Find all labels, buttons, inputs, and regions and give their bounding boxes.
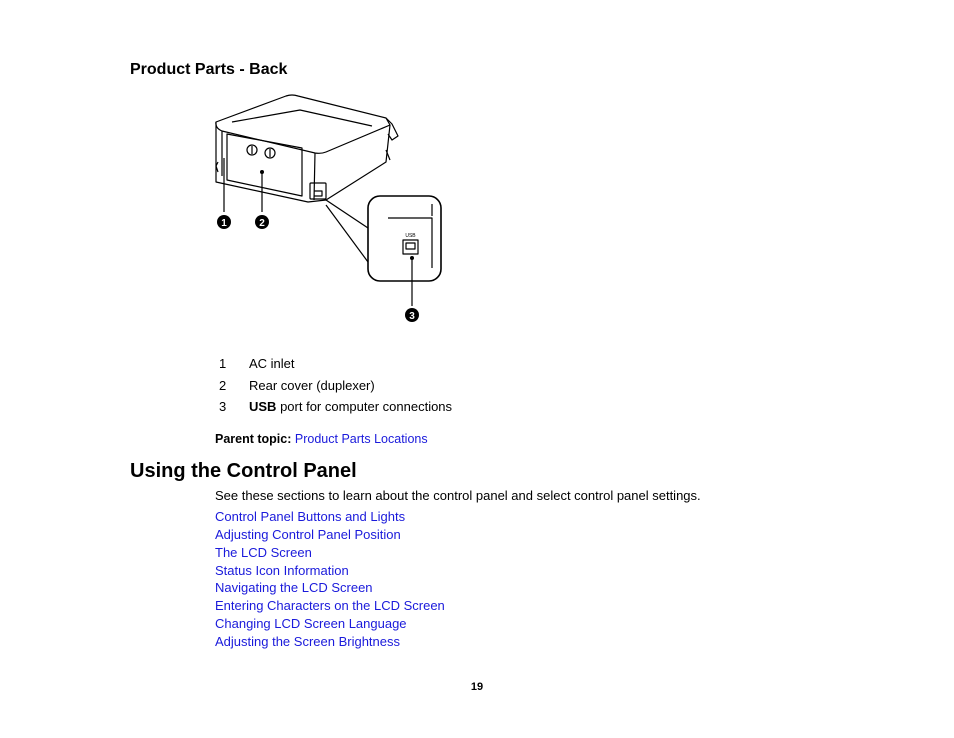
link-control-panel-buttons-and-lights[interactable]: Control Panel Buttons and Lights <box>215 509 406 524</box>
callout-3 <box>405 308 419 322</box>
link-adjusting-control-panel-position[interactable]: Adjusting Control Panel Position <box>215 526 401 542</box>
link-changing-lcd-language[interactable]: Changing LCD Screen Language <box>215 616 407 632</box>
list-item <box>215 509 445 527</box>
link-adjusting-screen-brightness[interactable]: Adjusting the Screen Brightness <box>215 633 400 649</box>
part-description: USB port for computer connections <box>249 399 453 415</box>
link-the-lcd-screen[interactable]: The LCD Screen <box>215 544 312 560</box>
link-status-icon-information[interactable]: Status Icon Information <box>215 562 349 578</box>
part-number: 1 <box>219 356 227 371</box>
section-heading-using-control-panel: Using the Control Panel <box>130 460 357 482</box>
callout-1 <box>217 215 231 229</box>
list-item <box>215 563 445 581</box>
callout-2 <box>255 215 269 229</box>
part-number: 3 <box>219 399 227 415</box>
part-number: 2 <box>219 377 227 393</box>
intro-paragraph: See these sections to learn about the control panel and select control panel settings. <box>215 488 701 503</box>
list-item <box>215 527 445 545</box>
parent-topic <box>215 432 428 446</box>
svg-text:3: 3 <box>409 311 415 322</box>
printer-back-illustration <box>212 90 448 330</box>
link-navigating-the-lcd-screen[interactable]: Navigating the LCD Screen <box>215 580 373 596</box>
section-heading-product-parts-back: Product Parts - Back <box>130 61 288 78</box>
svg-text:1: 1 <box>221 218 227 229</box>
list-item <box>215 598 445 616</box>
list-item <box>215 580 445 598</box>
parent-topic-link[interactable]: Product Parts Locations <box>294 432 428 446</box>
usb-label: USB <box>405 233 416 239</box>
list-item <box>215 634 445 652</box>
link-entering-characters[interactable]: Entering Characters on the LCD Screen <box>215 598 445 614</box>
part-description: AC inlet <box>249 356 295 371</box>
list-item <box>215 616 445 634</box>
page-number: 19 <box>470 681 484 693</box>
topic-links-list <box>215 509 445 652</box>
part-description: Rear cover (duplexer) <box>249 377 375 393</box>
svg-text:2: 2 <box>259 218 265 229</box>
printer-body <box>216 122 390 202</box>
list-item <box>215 545 445 563</box>
parent-topic-label: Parent topic: <box>215 432 292 446</box>
